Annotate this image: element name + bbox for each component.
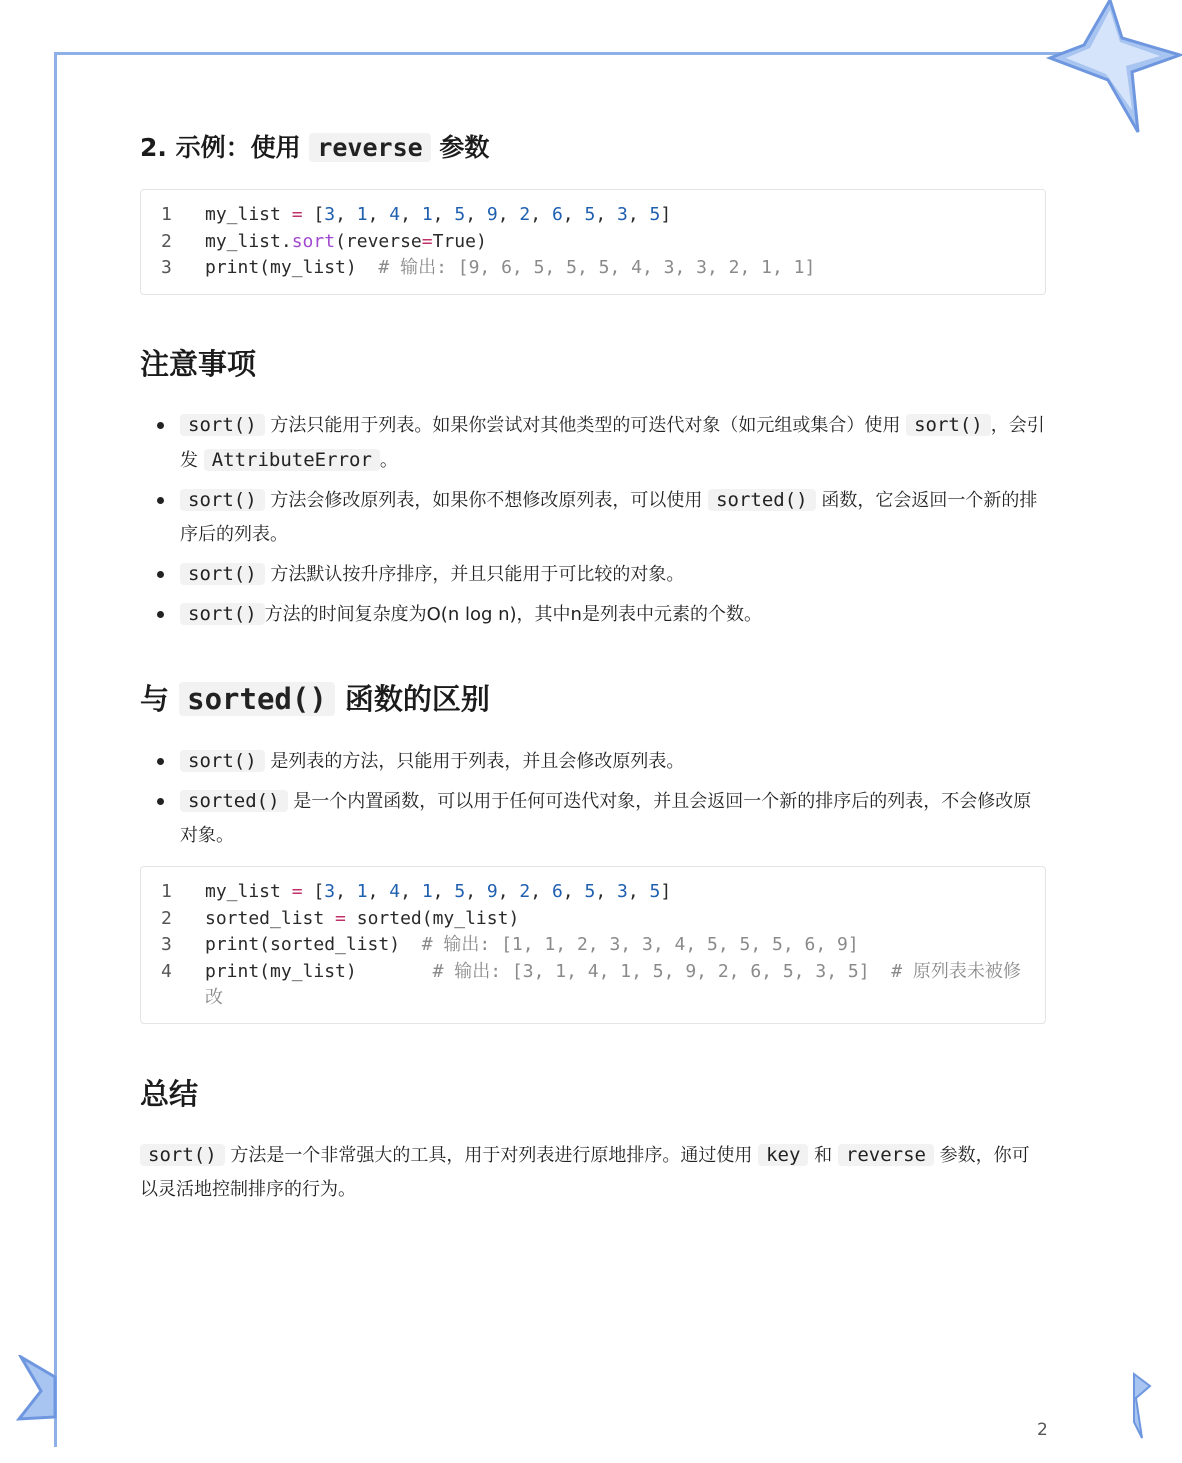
list-item-text: ，会引发 [180,415,1045,471]
list-item-text: 方法只能用于列表。如果你尝试对其他类型的可迭代对象（如元组或集合）使用 [264,415,907,436]
summary-heading: 总结 [140,1077,199,1111]
code-number: 2 [519,881,531,902]
summary-text: 参数，你可以灵活地控制排序的行为。 [140,1145,1030,1200]
code-number: 1 [356,881,368,902]
line-number: 3 [161,934,172,955]
notes-list [140,408,1046,637]
line-number: 1 [161,204,172,225]
list-item [140,597,1046,632]
code-number: 3 [617,881,628,902]
code-text [205,932,859,959]
star-decoration-bottom-right-icon [1132,1372,1154,1442]
code-number: 5 [454,204,466,225]
code-line [141,906,1045,933]
code-token: ] [660,881,672,902]
list-item-text: 是列表的方法，只能用于列表，并且会修改原列表。 [264,751,685,772]
list-item [140,408,1046,478]
code-token: (reverse [335,230,422,252]
code-number: 5 [454,881,466,902]
inline-code: key [758,1144,808,1166]
code-token: [ [302,204,325,225]
list-item [140,557,1046,592]
code-token: my_list [205,881,292,902]
list-item-text: 是一个内置函数，可以用于任何可迭代对象，并且会返回一个新的排序后的列表，不会修改原对象。 [180,791,1032,846]
inline-code: sort() [180,750,265,772]
code-line [141,932,1045,959]
code-number: 5 [584,204,596,225]
code-number: 3 [324,881,336,902]
code-number: 2 [519,204,531,225]
code-line [141,229,1045,256]
code-token: my_list [205,230,281,252]
code-operator: = [335,907,346,929]
example-heading-prefix: 2. 示例：使用 [140,133,301,162]
example-heading-suffix: 参数 [439,133,490,162]
code-text [205,229,487,256]
list-item-text: 方法会修改原列表，如果你不想修改原列表，可以使用 [264,490,709,511]
code-token: my_list [205,204,292,225]
code-token: True) [432,230,487,252]
inline-code: sorted() [180,790,288,812]
code-line [141,255,1045,282]
list-item-text: 函数，它会返回一个新的排序后的列表。 [180,490,1038,545]
inline-code: sort() [906,414,991,436]
code-block-reverse [140,189,1046,295]
code-number: 6 [551,881,563,902]
line-number: 4 [161,960,172,982]
star-decoration-bottom-left-icon [15,1355,57,1425]
summary-text: 和 [808,1145,838,1166]
code-number: 3 [617,204,628,225]
code-operator: = [421,230,433,252]
diff-heading-code: sorted() [179,682,335,716]
inline-code: sort() [180,603,265,625]
line-number: 1 [161,881,172,902]
code-number: 5 [649,204,661,225]
code-number: 1 [356,204,368,225]
diff-list [140,744,1046,858]
code-token: print(my_list) [205,257,379,278]
diff-heading [140,677,490,721]
inline-code: reverse [838,1144,934,1166]
code-text [205,906,519,933]
code-comment: # 输出: [1, 1, 2, 3, 3, 4, 5, 5, 5, 6, 9] [421,934,859,955]
code-token: print(my_list) [205,960,433,982]
code-text [205,255,815,282]
code-number: 9 [486,204,498,225]
star-decoration-top-right-icon [1040,0,1182,135]
code-comment: # 输出: [9, 6, 5, 5, 5, 4, 3, 3, 2, 1, 1] [378,257,816,278]
code-block-sorted [140,866,1046,1024]
list-item-text: 。 [379,450,398,471]
code-token: [ [302,881,325,902]
inline-code: sorted() [708,489,816,511]
code-number: 3 [324,204,336,225]
code-line [141,959,1045,1012]
list-item [140,784,1046,853]
code-number: 5 [649,881,661,902]
code-token: sorted(my_list) [345,907,520,929]
code-number: 1 [421,204,433,225]
code-number: 4 [389,204,401,225]
list-item [140,744,1046,779]
code-operator: = [291,881,303,902]
code-token: ] [660,204,672,225]
page-number: 2 [1037,1420,1048,1440]
notes-heading: 注意事项 [140,347,257,381]
list-item-text: 方法的时间复杂度为O(n log n)，其中n是列表中元素的个数。 [264,604,762,625]
code-text: my_list = [3, 1, 4, 1, 5, 9, 2, 6, 5, 3, 5] [205,204,672,225]
line-number: 2 [161,907,172,929]
code-text [205,959,1035,1012]
inline-code: sort() [180,489,265,511]
code-line [141,202,1045,229]
code-method: sort [291,230,336,252]
inline-code: sort() [140,1144,225,1166]
code-number: 6 [551,204,563,225]
list-item-text: 方法默认按升序排序，并且只能用于可比较的对象。 [264,564,685,585]
summary-text: 方法是一个非常强大的工具，用于对列表进行原地排序。通过使用 [224,1145,759,1166]
list-item [140,483,1046,552]
code-comment: # 输出: [3, 1, 4, 1, 5, 9, 2, 6, 5, 3, 5] # 原列表未被修改 [205,960,1021,1008]
code-operator: = [291,204,303,225]
inline-code: sort() [180,563,265,585]
code-number: 5 [584,881,596,902]
summary-paragraph [140,1138,1046,1207]
line-number: 3 [161,257,172,278]
code-token: . [280,230,292,252]
code-number: 1 [421,881,433,902]
inline-code: AttributeError [204,449,380,471]
example-heading-code: reverse [309,133,430,162]
code-number: 9 [486,881,498,902]
diff-heading-prefix: 与 [140,682,170,716]
code-line [141,879,1045,906]
line-number: 2 [161,230,172,252]
code-token: sorted_list [205,907,336,929]
example-heading [140,128,489,168]
code-token: print(sorted_list) [205,934,422,955]
code-number: 4 [389,881,401,902]
diff-heading-suffix: 函数的区别 [344,682,490,716]
inline-code: sort() [180,414,265,436]
code-text: my_list = [3, 1, 4, 1, 5, 9, 2, 6, 5, 3, 5] [205,881,672,902]
